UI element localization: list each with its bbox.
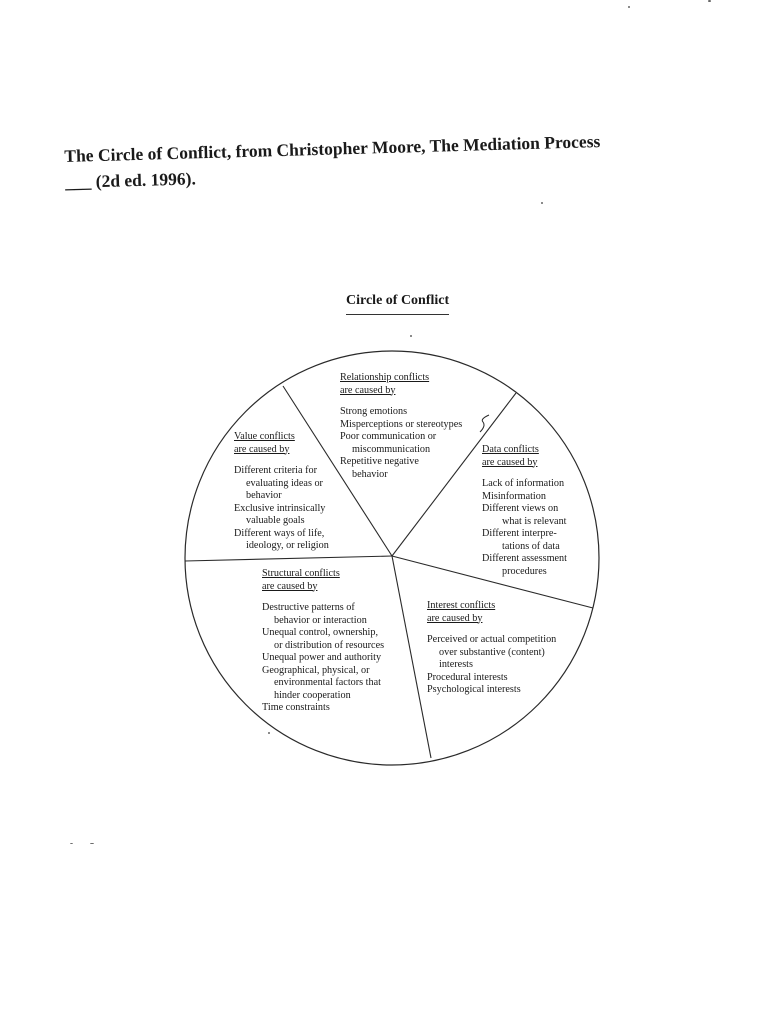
list-item: environmental factors that xyxy=(274,677,381,688)
segment-structural xyxy=(262,568,384,715)
list-item: Exclusive intrinsically xyxy=(234,502,326,514)
scan-speck xyxy=(708,0,711,2)
list-item: behavior xyxy=(352,468,388,480)
list-item: Strong emotions xyxy=(340,406,408,417)
segment-value-header: Value conflicts xyxy=(234,431,295,442)
segment-structural-header: Structural conflicts xyxy=(262,568,340,579)
list-item: Destructive patterns of xyxy=(262,602,355,613)
list-item: Different criteria for xyxy=(234,465,317,476)
document-title-line1: The Circle of Conflict, from Christopher Moore, The Mediation Process xyxy=(64,131,601,166)
list-item: Unequal power and authority xyxy=(262,652,382,663)
list-item: ideology, or religion xyxy=(246,540,329,551)
list-item: evaluating ideas or xyxy=(246,477,323,489)
list-item: miscommunication xyxy=(352,443,431,455)
list-item: Misperceptions or stereotypes xyxy=(340,418,463,430)
segment-relationship xyxy=(340,372,462,481)
list-item: Different views on xyxy=(482,503,559,514)
list-item: Repetitive negative xyxy=(340,456,419,467)
list-item: Perceived or actual competition xyxy=(427,634,557,645)
list-item: tations of data xyxy=(502,540,560,552)
list-item: behavior or interaction xyxy=(274,614,367,626)
list-item: Psychological interests xyxy=(427,684,521,695)
list-item: or distribution of resources xyxy=(274,639,385,651)
document-title-line2: (2d ed. 1996). xyxy=(91,168,197,192)
list-item: procedures xyxy=(502,565,547,577)
scan-speck xyxy=(268,732,270,734)
list-item: what is relevant xyxy=(502,515,567,527)
scan-speck xyxy=(628,6,630,8)
document-title-blank: ___ xyxy=(64,171,92,192)
segment-relationship-header: Relationship conflicts xyxy=(340,372,430,383)
list-item: Time constraints xyxy=(262,702,330,713)
segment-data-subheader: are caused by xyxy=(482,456,538,468)
list-item: Geographical, physical, or xyxy=(262,664,370,676)
list-item: Different interpre- xyxy=(482,528,557,539)
scan-speck xyxy=(410,335,412,337)
list-item: Lack of information xyxy=(482,478,565,489)
segment-interest xyxy=(427,600,556,697)
segment-structural-subheader: are caused by xyxy=(262,580,318,592)
list-item: hinder cooperation xyxy=(274,689,351,701)
list-item: behavior xyxy=(246,490,282,501)
list-item: Poor communication or xyxy=(340,431,437,442)
divider-interest-structural xyxy=(392,556,431,758)
list-item: interests xyxy=(439,659,473,670)
segment-relationship-subheader: are caused by xyxy=(340,384,396,396)
list-item: Misinformation xyxy=(482,490,546,502)
list-item: Procedural interests xyxy=(427,671,508,683)
scan-speck xyxy=(70,843,73,844)
segment-data xyxy=(482,444,567,578)
list-item: Different assessment xyxy=(482,553,567,564)
diagram-title: Circle of Conflict xyxy=(346,293,449,315)
list-item: Unequal control, ownership, xyxy=(262,627,378,638)
segment-data-header: Data conflicts xyxy=(482,444,539,455)
segment-value-subheader: are caused by xyxy=(234,443,290,455)
scan-speck xyxy=(90,843,94,844)
segment-value xyxy=(234,431,329,553)
scan-speck xyxy=(541,202,543,204)
list-item: Different ways of life, xyxy=(234,527,325,539)
list-item: over substantive (content) xyxy=(439,646,545,658)
list-item: valuable goals xyxy=(246,515,305,526)
segment-interest-subheader: are caused by xyxy=(427,612,483,624)
segment-interest-header: Interest conflicts xyxy=(427,600,496,611)
divider-structural-value xyxy=(185,556,392,561)
